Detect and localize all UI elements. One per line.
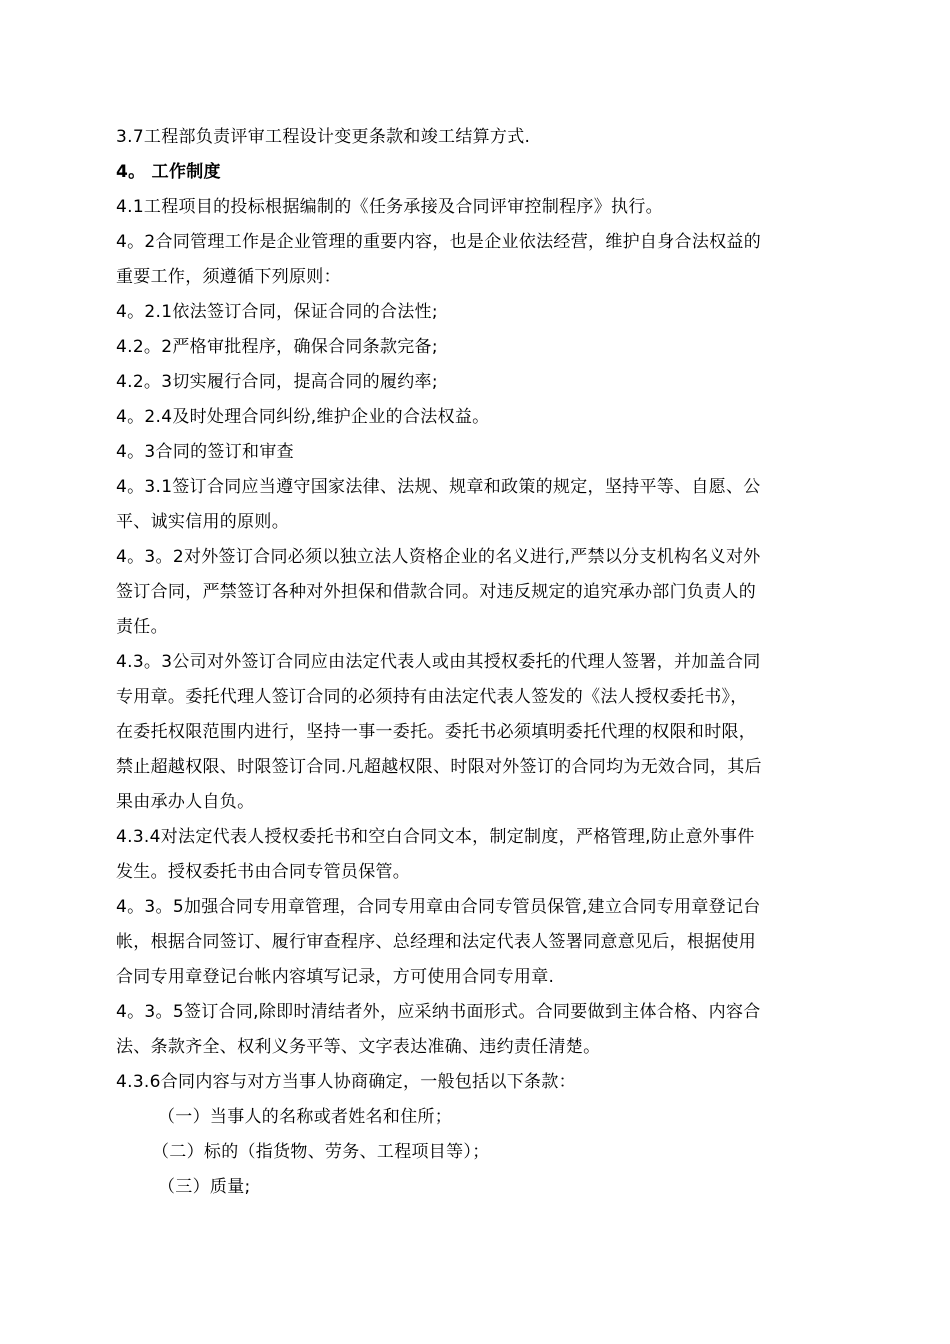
paragraph-4-3-4-line-2: 发生。授权委托书由合同专管员保管。: [116, 862, 411, 882]
paragraph-4-3: 4。3合同的签订和审查: [116, 442, 294, 462]
paragraph-4-3-2-line-2: 签订合同，严禁签订各种对外担保和借款合同。对违反规定的追究承办部门负责人的: [116, 582, 757, 602]
paragraph-4-3-5a-line-1: 4。3。5加强合同专用章管理，合同专用章由合同专管员保管,建立合同专用章登记台: [116, 897, 761, 917]
paragraph-4-1: 4.1工程项目的投标根据编制的《任务承接及合同评审控制程序》执行。: [116, 197, 663, 217]
list-item-1: （一）当事人的名称或者姓名和住所；: [158, 1107, 453, 1127]
paragraph-4-3-5a-line-2: 帐，根据合同签订、履行审查程序、总经理和法定代表人签署同意意见后，根据使用: [116, 932, 757, 952]
document-body: [116, 120, 836, 1205]
paragraph-4-2-line-1: 4。2合同管理工作是企业管理的重要内容，也是企业依法经营，维护自身合法权益的: [116, 232, 762, 252]
paragraph-4-3-3-line-1: 4.3。3公司对外签订合同应由法定代表人或由其授权委托的代理人签署，并加盖合同: [116, 652, 761, 672]
paragraph-4-3-5b-line-1: 4。3。5签订合同,除即时清结者外，应采纳书面形式。合同要做到主体合格、内容合: [116, 1002, 761, 1022]
paragraph-4-3-1-line-1: 4。3.1签订合同应当遵守国家法律、法规、规章和政策的规定，坚持平等、自愿、公: [116, 477, 761, 497]
paragraph-3-7: 3.7工程部负责评审工程设计变更条款和竣工结算方式.: [116, 127, 531, 147]
paragraph-4-3-6: 4.3.6合同内容与对方当事人协商确定，一般包括以下条款：: [116, 1072, 576, 1092]
paragraph-4-2-3: 4.2。3切实履行合同，提高合同的履约率;: [116, 372, 438, 392]
list-item-2: （二）标的（指货物、劳务、工程项目等）；: [152, 1142, 490, 1162]
paragraph-4-3-2-line-1: 4。3。2对外签订合同必须以独立法人资格企业的名义进行,严禁以分支机构名义对外: [116, 547, 761, 567]
paragraph-4-2-line-2: 重要工作，须遵循下列原则：: [116, 267, 341, 287]
paragraph-4-2-2: 4.2。2严格审批程序，确保合同条款完备;: [116, 337, 438, 357]
paragraph-4-3-5b-line-2: 法、条款齐全、权利义务平等、文字表达准确、违约责任清楚。: [116, 1037, 601, 1057]
paragraph-4-3-3-line-3: 在委托权限范围内进行，坚持一事一委托。委托书必须填明委托代理的权限和时限，: [116, 722, 757, 742]
paragraph-4-2-4: 4。2.4及时处理合同纠纷,维护企业的合法权益。: [116, 407, 490, 427]
paragraph-4-3-3-line-5: 果由承办人自负。: [116, 792, 255, 812]
section-heading-4: 4。 工作制度: [116, 162, 221, 182]
paragraph-4-3-1-line-2: 平、诚实信用的原则。: [116, 512, 289, 532]
paragraph-4-3-2-line-3: 责任。: [116, 617, 168, 637]
paragraph-4-3-5a-line-3: 合同专用章登记台帐内容填写记录，方可使用合同专用章.: [116, 967, 555, 987]
paragraph-4-2-1: 4。2.1依法签订合同，保证合同的合法性;: [116, 302, 438, 322]
paragraph-4-3-3-line-4: 禁止超越权限、时限签订合同.凡超越权限、时限对外签订的合同均为无效合同，其后: [116, 757, 762, 777]
paragraph-4-3-4-line-1: 4.3.4对法定代表人授权委托书和空白合同文本，制定制度，严格管理,防止意外事件: [116, 827, 755, 847]
list-item-3: （三）质量;: [158, 1177, 251, 1197]
paragraph-4-3-3-line-2: 专用章。委托代理人签订合同的必须持有由法定代表人签发的《法人授权委托书》，: [116, 687, 748, 707]
